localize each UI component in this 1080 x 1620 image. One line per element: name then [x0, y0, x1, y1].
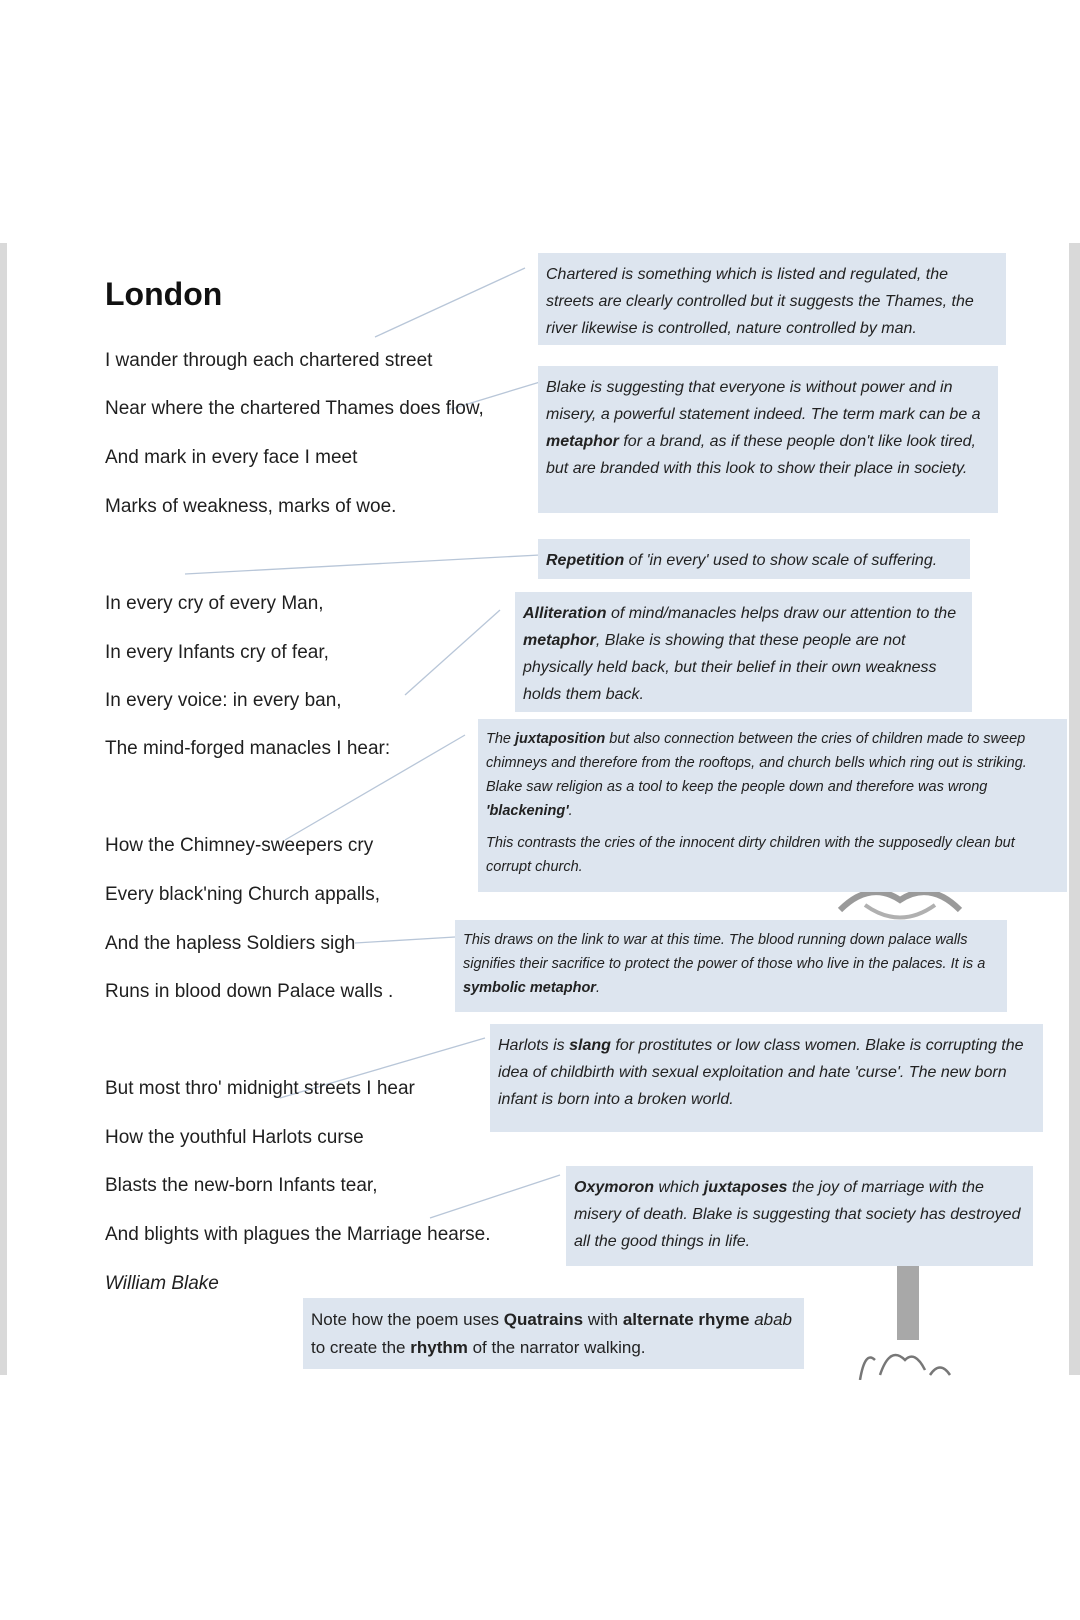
annotation-oxymoron	[566, 1166, 1033, 1266]
poem-line: I wander through each chartered street	[105, 350, 433, 371]
poem-line: And the hapless Soldiers sigh	[105, 933, 356, 954]
poem-line: And blights with plagues the Marriage hearse.	[105, 1224, 491, 1245]
annotation-war	[455, 920, 1007, 1012]
page-edge-left	[0, 243, 7, 1375]
poem-line: In every voice: in every ban,	[105, 690, 342, 711]
annotation-text: Oxymoron which juxtaposes the joy of marriage with the misery of death. Blake is suggesting that society has destroyed all the good things in life.	[574, 1179, 1021, 1250]
annotation-alliteration	[515, 592, 972, 712]
poem-line: The mind-forged manacles I hear:	[105, 738, 391, 759]
poem-line: And mark in every face I meet	[105, 447, 358, 468]
annotation-text: Chartered is something which is listed and regulated, the streets are clearly controlled but it suggests the Thames, the river likewise is controlled, nature controlled by man.	[546, 266, 974, 337]
poem-line: In every cry of every Man,	[105, 593, 324, 614]
annotation-text: Alliteration of mind/manacles helps draw our attention to the metaphor, Blake is showing that these people are not physically held back, but their belief in their own weakness holds them back.	[523, 605, 957, 703]
page-edge-right	[1069, 243, 1080, 1375]
annotation-rhyme	[303, 1298, 804, 1369]
poem-line: But most thro' midnight streets I hear	[105, 1078, 415, 1099]
annotation-juxtaposition	[478, 719, 1067, 892]
annotation-text: Note how the poem uses Quatrains with alternate rhyme abab to create the rhythm of the narrator walking.	[311, 1310, 793, 1357]
poem-author: William Blake	[105, 1273, 219, 1294]
annotation-harlots	[490, 1024, 1043, 1132]
poem-line: Marks of weakness, marks of woe.	[105, 496, 397, 517]
poem-line: How the youthful Harlots curse	[105, 1127, 364, 1148]
annotation-text: Blake is suggesting that everyone is without power and in misery, a powerful statement indeed. The term mark can be a metaphor for a brand, as if these people don't like look tired, but are branded with this look to show their place in society.	[546, 379, 981, 477]
annotation-text: Harlots is slang for prostitutes or low class women. Blake is corrupting the idea of childbirth with sexual exploitation and hate 'curse'. The new born infant is born into a broken world.	[498, 1037, 1024, 1108]
annotation-text: This contrasts the cries of the innocent dirty children with the supposedly clean but corrupt church.	[486, 835, 1015, 875]
poem-line: How the Chimney-sweepers cry	[105, 835, 374, 856]
poem-line: In every Infants cry of fear,	[105, 642, 329, 663]
poem-line: Blasts the new-born Infants tear,	[105, 1175, 378, 1196]
annotation-text: This draws on the link to war at this time. The blood running down palace walls signifies their sacrifice to protect the power of those who live in the palaces. It is a symbolic metaphor.	[463, 932, 986, 996]
poem-title: London	[105, 276, 223, 312]
annotation-text: Repetition of 'in every' used to show scale of suffering.	[546, 552, 938, 569]
annotation-text: The juxtaposition but also connection between the cries of children made to sweep chimneys and therefore from the rooftops, and church bells which ring out is striking. Blake saw religion as a tool to keep the people down and therefore was wrong 'blackening'.	[486, 731, 1027, 819]
annotation-repetition	[538, 539, 970, 579]
poem-line: Every black'ning Church appalls,	[105, 884, 381, 905]
annotation-chartered	[538, 253, 1006, 345]
poem-line: Near where the chartered Thames does flow,	[105, 398, 484, 419]
annotation-mark	[538, 366, 998, 513]
poem-line: Runs in blood down Palace walls .	[105, 981, 394, 1002]
